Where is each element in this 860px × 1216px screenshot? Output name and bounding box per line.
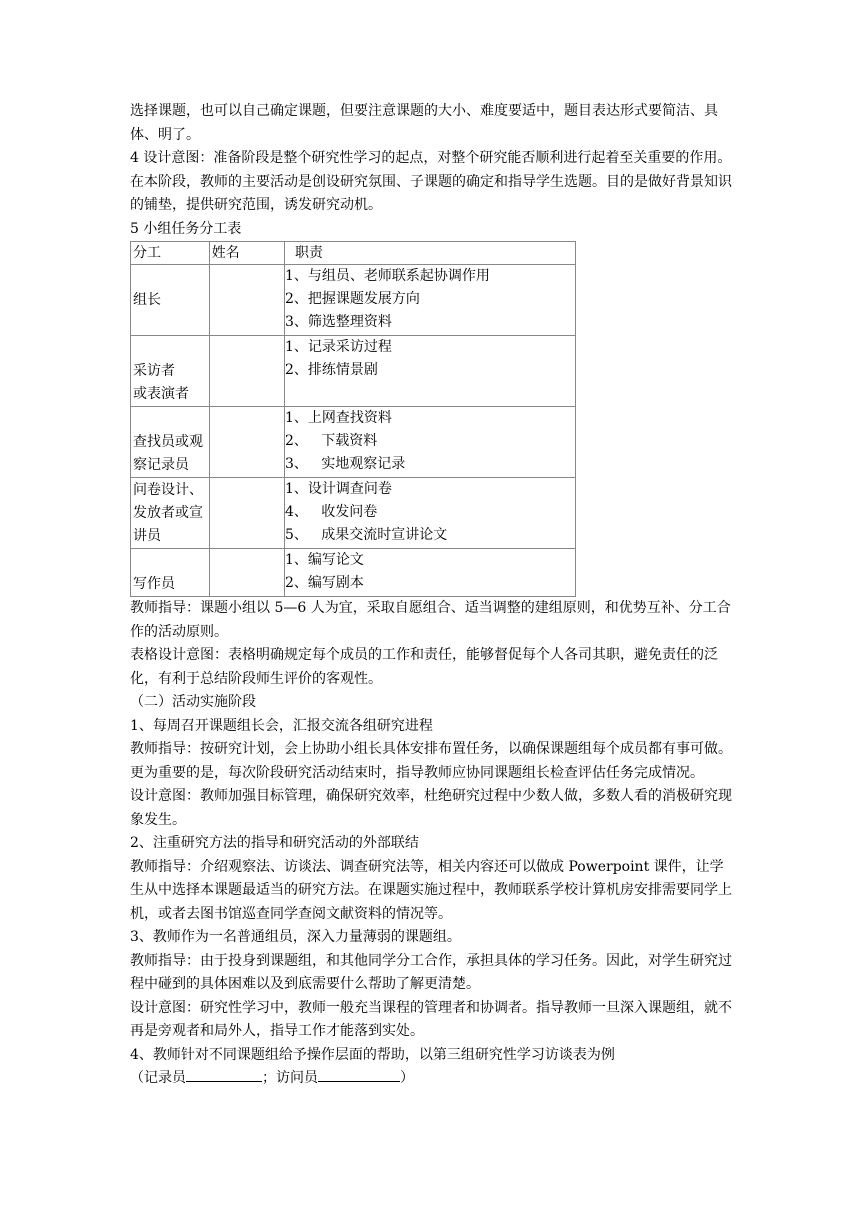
- duties-cell: 1、与组员、老师联系起协调作用 2、把握课题发展方向 3、筛选整理资料: [284, 265, 575, 336]
- duties-cell: 1、编写论文 2、编写剧本: [284, 549, 575, 597]
- role-cell: 查找员或观 察记录员: [131, 407, 210, 478]
- header-role: 分工: [131, 242, 210, 265]
- table-row: [131, 336, 576, 407]
- form-close-label: ）: [400, 1070, 414, 1086]
- table-row: [131, 265, 576, 336]
- paragraph: 教师指导：课题小组以 5—6 人为宜，采取自愿组合、适当调整的建组原则，和优势互补、分工合作的活动原则。: [130, 600, 731, 640]
- header-duties: 职责: [284, 242, 575, 265]
- duties-cell: 1、设计调查问卷 4、 收发问卷 5、 成果交流时宣讲论文: [284, 478, 575, 549]
- name-cell: [209, 407, 284, 478]
- paragraph: 设计意图：研究性学习中，教师一般充当课程的管理者和协调者。指导教师一旦深入课题组，就不再是旁观者和局外人，指导工作才能落到实处。: [130, 999, 732, 1039]
- duties-cell: 1、记录采访过程 2、排练情景剧: [284, 336, 575, 407]
- paragraph: 设计意图：教师加强目标管理，确保研究效率，杜绝研究过程中少数人做，多数人看的消极研究现象发生。: [130, 788, 732, 828]
- paragraph: 1、每周召开课题组长会，汇报交流各组研究进程: [130, 717, 433, 734]
- role-cell: 写作员: [131, 549, 210, 597]
- document-body: [130, 100, 736, 1091]
- role-cell: 问卷设计、 发放者或宣 讲员: [131, 478, 210, 549]
- paragraph: 3、教师作为一名普通组员，深入力量薄弱的课题组。: [130, 929, 461, 945]
- form-open-label: （记录员: [130, 1070, 186, 1086]
- name-cell: [209, 478, 284, 549]
- name-cell: [209, 336, 284, 407]
- table-row: [131, 478, 576, 549]
- form-sep-label: ；访问员: [262, 1070, 318, 1086]
- interviewer-blank: [318, 1067, 400, 1082]
- table-row: [131, 407, 576, 478]
- recorder-blank: [186, 1067, 262, 1082]
- task-division-table: [130, 241, 576, 597]
- name-cell: [209, 265, 284, 336]
- paragraph: 教师指导：按研究计划，会上协助小组长具体安排布置任务，以确保课题组每个成员都有事可做。更为重要的是，每次阶段研究活动结束时，指导教师应协同课题组长检查评估任务完成情况。: [130, 741, 732, 781]
- section-heading: （二）活动实施阶段: [130, 694, 256, 710]
- paragraph: 2、注重研究方法的指导和研究活动的外部联结: [130, 835, 419, 851]
- paragraph: 选择课题，也可以自己确定课题，但要注意课题的大小、难度要适中，题目表达形式要简洁、具体、明了。: [130, 103, 718, 143]
- form-line: [130, 1067, 736, 1091]
- duties-cell: 1、上网查找资料 2、 下载资料 3、 实地观察记录: [284, 407, 575, 478]
- role-cell: 采访者 或表演者: [131, 336, 210, 407]
- paragraph: 4 设计意图：准备阶段是整个研究性学习的起点，对整个研究能否顺利进行起着至关重要的作用。在本阶段，教师的主要活动是创设研究氛围、子课题的确定和指导学生选题。目的是做好背景知识的铺垫，提供研究范围，诱发研究动机。: [130, 150, 732, 213]
- table-header-row: [131, 242, 576, 265]
- table-row: [131, 549, 576, 597]
- header-name: 姓名: [209, 242, 284, 265]
- paragraph: 教师指导：介绍观察法、访谈法、调查研究法等，相关内容还可以做成 Powerpoint 课件，让学生从中选择本课题最适当的研究方法。在课题实施过程中，教师联系学校计算机房安排需要同学上机，或者去图书馆巡查同学查阅文献资料的情况等。: [130, 858, 732, 922]
- paragraph: 4、教师针对不同课题组给予操作层面的帮助，以第三组研究性学习访谈表为例: [130, 1046, 615, 1063]
- name-cell: [209, 549, 284, 597]
- role-cell: 组长: [131, 265, 210, 336]
- paragraph: 表格设计意图：表格明确规定每个成员的工作和责任，能够督促每个人各司其职，避免责任的泛化，有利于总结阶段师生评价的客观性。: [130, 647, 718, 687]
- paragraph: 教师指导：由于投身到课题组，和其他同学分工合作，承担具体的学习任务。因此，对学生研究过程中碰到的具体困难以及到底需要什么帮助了解更清楚。: [130, 952, 732, 992]
- table-caption: 5 小组任务分工表: [130, 220, 242, 237]
